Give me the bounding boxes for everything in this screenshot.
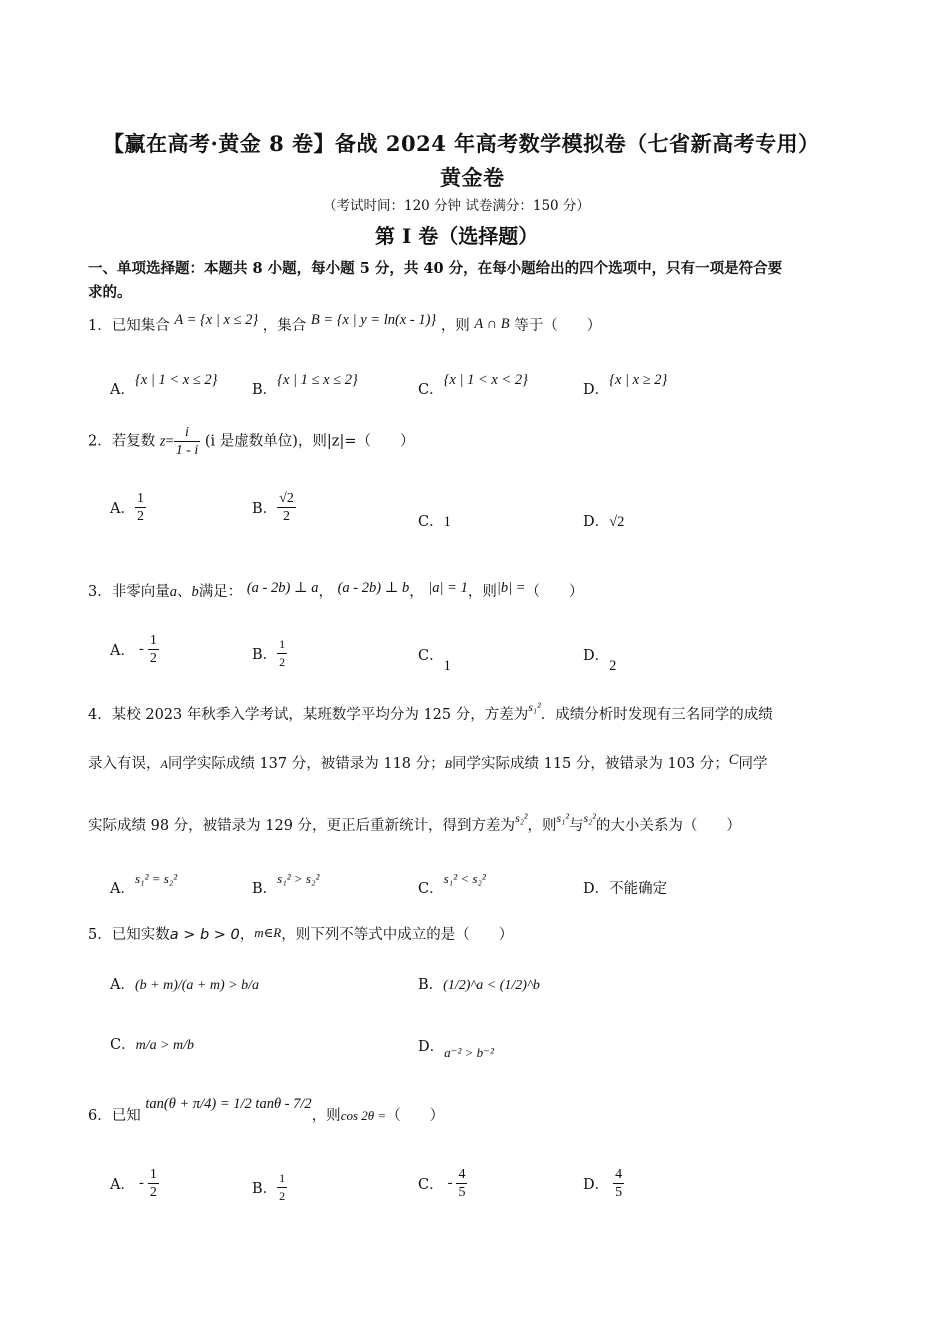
option-label: A． <box>110 382 135 398</box>
question-text: 已知 <box>111 1108 141 1124</box>
fraction-denominator: 2 <box>136 509 144 524</box>
question-text: 同学实际成绩 137 分，被错录为 118 分； <box>167 756 445 772</box>
option-2b <box>252 490 296 525</box>
fraction-numerator: i <box>174 424 201 442</box>
option-value: 1 <box>443 658 451 674</box>
question-number: 6． <box>88 1108 112 1124</box>
option-1d <box>583 372 668 399</box>
option-3d <box>583 644 617 674</box>
fraction-denominator: 2 <box>279 655 286 669</box>
condition-m: m∈R <box>254 925 282 940</box>
option-2c <box>418 510 451 531</box>
question-3: 3．非零向量a、b满足： (a - 2b) ⊥ a， (a - 2b) ⊥ b， |a| = 1，则|b| =（ ） <box>88 580 584 600</box>
math-equation: tan(θ + π/4) = 1/2 tanθ - 7/2 <box>145 1096 312 1112</box>
option-value: (b + m)/(a + m) > b/a <box>134 978 259 993</box>
question-text: 与 <box>568 818 584 834</box>
question-number: 5． <box>88 927 112 943</box>
question-text: （ ） <box>386 1108 445 1124</box>
question-text: ，则 <box>311 1108 341 1124</box>
option-value: {x | 1 < x ≤ 2} <box>134 372 218 388</box>
question-text: ， <box>239 927 255 943</box>
option-2d <box>583 510 624 531</box>
question-number: 4． <box>88 707 112 723</box>
math-b: b <box>191 584 199 600</box>
math-student-c: C <box>728 752 739 768</box>
condition-1: (a - 2b) ⊥ a <box>246 580 319 596</box>
fraction <box>148 632 159 667</box>
fraction-denominator: 5 <box>615 1185 623 1200</box>
option-2a <box>110 490 146 525</box>
option-3a <box>110 632 159 667</box>
option-label: B． <box>252 881 278 897</box>
question-text: ，则下列不等式中成立的是（ ） <box>281 927 514 943</box>
option-1a <box>110 372 218 399</box>
option-6a <box>110 1166 159 1201</box>
option-label: D． <box>583 648 610 664</box>
option-label: C． <box>418 514 444 530</box>
option-label: A． <box>110 643 135 659</box>
option-1c <box>418 372 528 399</box>
question-text: (i 是虚数单位)，则|z|=（ ） <box>204 433 415 450</box>
option-4c <box>418 871 486 898</box>
condition-2: (a - 2b) ⊥ b <box>337 580 410 596</box>
question-text: 录入有误， <box>88 756 161 772</box>
question-text: 已知集合 <box>111 318 170 334</box>
option-label: B． <box>252 382 278 398</box>
option-label: B． <box>418 977 444 993</box>
question-4-line-2 <box>88 754 767 774</box>
question-text: 、 <box>176 584 192 600</box>
option-value: √2 <box>609 514 625 530</box>
question-number: 1． <box>88 318 112 334</box>
question-1 <box>88 312 602 336</box>
condition-4: |b| = <box>496 580 526 596</box>
option-3b <box>252 636 287 671</box>
question-text: 若复数 <box>111 433 156 450</box>
part-title: 第 I 卷（选择题） <box>375 224 539 248</box>
paper-title: 【赢在高考·黄金 8 卷】备战 2024 年高考数学模拟卷（七省新高考专用） <box>103 131 820 156</box>
option-label: D． <box>583 881 610 897</box>
question-text: 同学 <box>738 756 768 772</box>
option-4b <box>252 871 320 898</box>
fraction <box>148 1166 159 1201</box>
math-s1-squared: s₁² <box>528 700 541 714</box>
question-text: 同学实际成绩 115 分，被错录为 103 分； <box>451 756 729 772</box>
question-text: 非零向量 <box>111 584 170 600</box>
option-value: {x | 1 < x < 2} <box>443 372 528 388</box>
fraction <box>277 636 287 671</box>
option-label: C． <box>418 881 444 897</box>
fraction-numerator: 1 <box>149 1167 157 1182</box>
fraction <box>277 1170 287 1205</box>
option-1b <box>252 372 358 399</box>
fraction-numerator: 4 <box>458 1167 466 1182</box>
math-expr: cos 2θ = <box>340 1108 387 1123</box>
question-text: ，则 <box>440 318 470 334</box>
exam-info: （考试时间：120 分钟 试卷满分：150 分） <box>323 198 590 214</box>
option-value: s₁² > s₂² <box>277 871 320 886</box>
math-s2-squared: s₂² <box>515 811 528 825</box>
option-4a <box>110 871 178 898</box>
math-student-a: A <box>160 757 168 771</box>
option-value: m/a > m/b <box>135 1038 195 1053</box>
minus-sign: - <box>447 1175 453 1191</box>
option-label: B． <box>252 647 278 663</box>
option-label: D． <box>583 382 610 398</box>
math-expr: A ∩ B <box>474 316 510 332</box>
math-s1-squared: s₁² <box>556 811 569 825</box>
minus-sign: - <box>138 641 144 657</box>
math-student-b: B <box>444 757 452 771</box>
question-number: 2． <box>88 433 112 450</box>
option-label: B． <box>252 1181 278 1197</box>
question-text: ，则 <box>527 818 557 834</box>
fraction-numerator: 1 <box>277 1170 287 1188</box>
math-set-b: B = {x | y = ln(x - 1)} <box>310 312 437 328</box>
option-6c <box>418 1166 467 1201</box>
fraction-numerator: 1 <box>277 636 287 654</box>
fraction-numerator: 1 <box>149 633 157 648</box>
question-text: （ ） <box>525 584 584 600</box>
question-5 <box>88 925 513 945</box>
question-text: ，集合 <box>262 318 307 334</box>
question-text: 某校 2023 年秋季入学考试，某班数学平均分为 125 分，方差为 <box>111 707 529 723</box>
option-label: B． <box>252 501 278 517</box>
fraction <box>456 1166 467 1201</box>
option-value: 不能确定 <box>609 881 668 897</box>
option-value: s₁² = s₂² <box>134 871 178 886</box>
option-4d <box>583 877 667 898</box>
fraction-denominator: 2 <box>279 1189 286 1203</box>
fraction-denominator: 2 <box>149 1185 157 1200</box>
option-6d <box>583 1166 624 1201</box>
option-value: (1/2)^a < (1/2)^b <box>443 978 540 993</box>
fraction-denominator: 5 <box>458 1185 466 1200</box>
option-label: D． <box>418 1039 445 1055</box>
question-2 <box>88 424 414 459</box>
fraction <box>613 1166 624 1201</box>
question-text: 已知实数 <box>111 927 170 943</box>
fraction-denominator: 2 <box>283 509 290 524</box>
question-text: 的大小关系为（ ） <box>595 818 741 834</box>
fraction-denominator: 1 - i <box>175 443 199 458</box>
option-value: a⁻² > b⁻² <box>444 1045 494 1060</box>
option-3c <box>418 644 451 674</box>
option-5c <box>110 1033 194 1054</box>
question-text: 实际成绩 98 分，被错录为 129 分，更正后重新统计，得到方差为 <box>88 818 516 834</box>
question-text: ，则 <box>467 584 497 600</box>
option-value: 1 <box>443 514 451 530</box>
option-label: C． <box>418 382 444 398</box>
fraction-numerator: 1 <box>136 491 144 506</box>
fraction-numerator: 4 <box>615 1167 623 1182</box>
option-5b <box>418 973 540 994</box>
question-number: 3． <box>88 584 112 600</box>
math-s2-squared: s₂² <box>583 811 596 825</box>
option-label: C． <box>418 648 444 664</box>
math-z: z <box>159 433 166 450</box>
option-value: 2 <box>609 658 617 674</box>
fraction-numerator: √2 <box>279 491 294 506</box>
fraction <box>135 490 146 525</box>
option-label: A． <box>110 977 135 993</box>
section-heading: 一、单项选择题：本题共 8 小题，每小题 5 分，共 40 分，在每小题给出的四个选项中，只有一项是符合要 <box>88 260 783 277</box>
math-set-a: A = {x | x ≤ 2} <box>174 312 259 328</box>
option-label: C． <box>418 1177 444 1193</box>
option-value: s₁² < s₂² <box>443 871 486 886</box>
section-heading-cont: 求的。 <box>88 284 132 301</box>
minus-sign: - <box>138 1175 144 1191</box>
question-text: 等于（ ） <box>514 318 602 334</box>
question-6 <box>88 1096 445 1126</box>
condition-3: |a| = 1 <box>428 580 468 596</box>
fraction <box>277 490 296 525</box>
fraction-denominator: 2 <box>149 651 157 666</box>
math-eq: = <box>165 433 174 450</box>
question-4-line-3 <box>88 811 741 836</box>
option-value: {x | x ≥ 2} <box>609 372 668 388</box>
option-5a <box>110 973 259 994</box>
paper-subtitle: 黄金卷 <box>440 165 505 190</box>
option-5d <box>418 1035 494 1060</box>
question-text: ．成绩分析时发现有三名同学的成绩 <box>540 707 773 723</box>
option-label: A． <box>110 501 135 517</box>
option-label: C． <box>110 1037 136 1053</box>
option-label: D． <box>583 514 610 530</box>
question-4-line-1 <box>88 700 773 725</box>
option-6b <box>252 1170 287 1205</box>
option-value: {x | 1 ≤ x ≤ 2} <box>277 372 358 388</box>
fraction <box>174 424 201 459</box>
option-label: A． <box>110 881 135 897</box>
question-text: 满足： <box>198 584 243 600</box>
condition-order: a > b > 0 <box>169 927 240 943</box>
math-a: a <box>169 584 177 600</box>
option-label: A． <box>110 1177 135 1193</box>
option-label: D． <box>583 1177 610 1193</box>
